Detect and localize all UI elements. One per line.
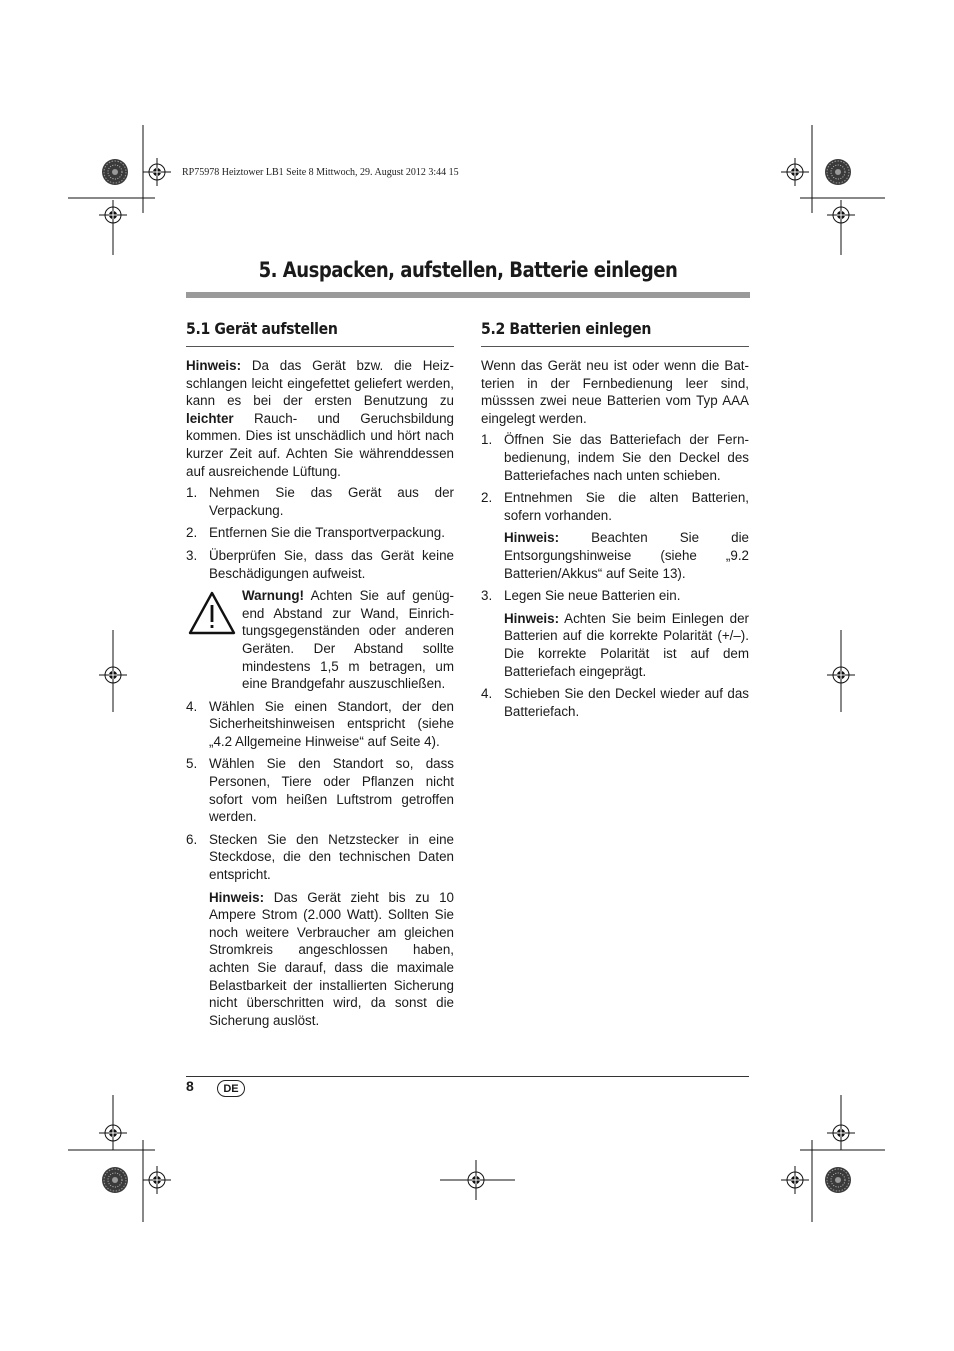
list-text: Legen Sie neue Batterien ein.	[504, 588, 681, 604]
list-number: 1.	[481, 432, 493, 448]
list-number: 2.	[186, 525, 198, 541]
intro-note	[186, 357, 454, 480]
list-item	[186, 484, 454, 519]
note-text: Da das Gerät bzw. die Heizschlangen leicht eingefettet geliefert werden, kann es bei der ersten Benutzung zu	[186, 358, 454, 409]
list-item	[186, 831, 454, 884]
warning-block	[186, 587, 454, 693]
intro-paragraph: Wenn das Gerät neu ist oder wenn die Batterien in der Fernbedienung leer sind, müsssen zwei neue Batterien vom Typ AAA eingelegt werden.	[481, 358, 749, 426]
list-item	[186, 755, 454, 825]
note-label: Hinweis:	[504, 610, 560, 626]
color-target-icon	[102, 1167, 128, 1193]
sub-note	[504, 610, 749, 680]
registration-mark-icon	[99, 661, 127, 689]
list-item	[481, 587, 749, 605]
note-label: Hinweis:	[186, 358, 242, 373]
list-number: 2.	[481, 490, 493, 506]
list-item	[481, 431, 749, 484]
section-heading-left: 5.1 Gerät aufstellen	[186, 319, 338, 338]
list-text: Stecken Sie den Netzstecker in eine Steckdose, die den technischen Daten entspricht.	[209, 831, 454, 883]
print-slug: RP75978 Heiztower LB1 Seite 8 Mittwoch, 29. August 2012 3:44 15	[182, 167, 459, 178]
list-number: 1.	[186, 485, 198, 501]
list-text: Wählen Sie einen Standort, der den Sicherheitshinweisen entspricht (siehe „4.2 Allgemeine Hinweise“ auf Seite 4).	[209, 698, 454, 749]
note-text: Beachten Sie die Entsorgungshinweise (siehe „9.2 Batterien/Akkus“ auf Seite 13).	[504, 530, 749, 581]
language-badge: DE	[217, 1080, 245, 1097]
section-rule-right	[481, 346, 749, 347]
registration-mark-icon	[462, 1166, 490, 1194]
registration-mark-icon	[99, 1119, 127, 1147]
list-text: Nehmen Sie das Gerät aus der Verpackung.	[209, 485, 454, 518]
list-number: 4.	[481, 686, 493, 702]
registration-mark-icon	[781, 158, 809, 186]
list-number: 5.	[186, 756, 198, 772]
section-heading-right: 5.2 Batterien einlegen	[481, 319, 652, 338]
registration-mark-icon	[827, 661, 855, 689]
list-text: Schieben Sie den Deckel wieder auf das Batteriefach.	[504, 686, 749, 719]
list-number: 6.	[186, 831, 198, 847]
warning-text: Achten Sie auf genügend Abstand zur Wand, Einrichtungsgegenständen oder anderen Geräten. Der Abstand sollte mindestens 1,5 m betragen, um eine Brandgefahr auszuschließen.	[242, 588, 454, 692]
note-text: Das Gerät zieht bis zu 10 Ampere Strom (2.000 Watt). Sollten Sie noch weitere Verbraucher am gleichen Stromkreis angeschlossen haben, achten Sie darauf, dass die maximale Belastbarkeit der installierten Sicherung nicht überschritten wird, da sonst die Sicherung auslöst.	[209, 889, 454, 1028]
list-number: 4.	[186, 698, 198, 714]
footer-rule	[186, 1076, 749, 1077]
note-text: Achten Sie beim Einlegen der Batterien auf die korrekte Polarität (+/–). Die korrekte Polarität ist auf dem Batteriefach eingeprägt.	[504, 610, 749, 679]
registration-mark-icon	[827, 201, 855, 229]
registration-mark-icon	[143, 1166, 171, 1194]
note-label: Hinweis:	[209, 889, 265, 905]
list-text: Entfernen Sie die Transportverpackung.	[209, 525, 445, 541]
registration-mark-icon	[827, 1119, 855, 1147]
list-item	[186, 547, 454, 582]
color-target-icon	[102, 159, 128, 185]
list-text: Überprüfen Sie, dass das Gerät keine Beschädigungen aufweist.	[209, 547, 454, 581]
list-item	[481, 489, 749, 524]
list-text: Entnehmen Sie die alten Batterien, sofern vorhanden.	[504, 490, 749, 523]
list-number: 3.	[481, 588, 493, 604]
note-label: Hinweis:	[504, 530, 560, 546]
list-number: 3.	[186, 547, 198, 563]
list-text: Wählen Sie den Standort so, dass Personen, Tiere oder Pflanzen nicht sofort vom heißen Luftstrom getroffen werden.	[209, 756, 454, 825]
right-column	[481, 357, 749, 725]
warning-label: Warnung!	[242, 588, 304, 604]
list-item	[186, 524, 454, 542]
warning-triangle-icon	[188, 591, 236, 635]
sub-note	[209, 889, 454, 1030]
list-text: Öffnen Sie das Batteriefach der Fernbedienung, indem Sie den Deckel des Batteriefaches nach unten schieben.	[504, 432, 749, 483]
color-target-icon	[825, 1167, 851, 1193]
registration-mark-icon	[781, 1166, 809, 1194]
sub-note	[504, 529, 749, 582]
section-rule-left	[186, 346, 454, 347]
note-text: Rauch- und Geruchsbildung kommen. Dies ist unschädlich und hört nach kurzer Zeit auf. Achten Sie währenddessen auf ausreichende Lüftung.	[186, 410, 454, 479]
list-item	[186, 698, 454, 751]
list-item	[481, 685, 749, 720]
registration-mark-icon	[143, 158, 171, 186]
note-emphasis: leichter	[186, 410, 234, 426]
color-target-icon	[825, 159, 851, 185]
left-column	[186, 357, 454, 1034]
registration-mark-icon	[99, 201, 127, 229]
title-rule	[186, 292, 750, 298]
page-number: 8	[186, 1078, 194, 1094]
page-title: 5. Auspacken, aufstellen, Batterie einlegen	[258, 258, 678, 282]
